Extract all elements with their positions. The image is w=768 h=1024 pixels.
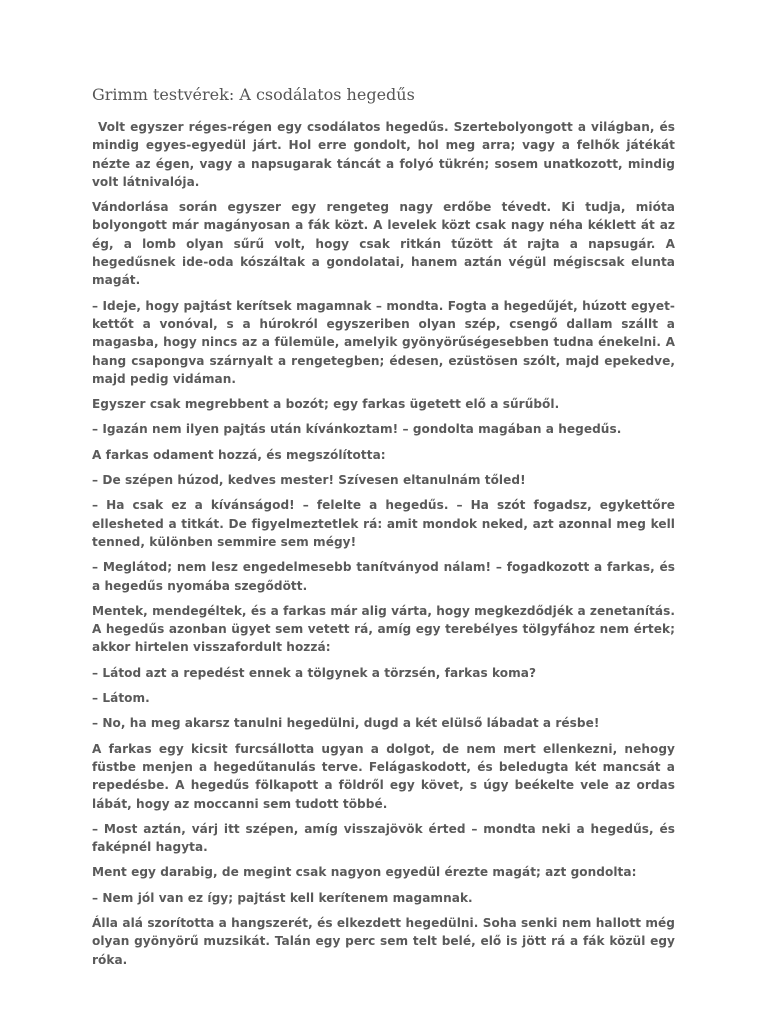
paragraph-15: – Most aztán, várj itt szépen, amíg visszajövök érted – mondta neki a hegedűs, és faképnél hagyta. — [92, 821, 675, 855]
paragraph-7: – De szépen húzod, kedves mester! Szívesen eltanulnám tőled! — [92, 473, 526, 488]
paragraph-1: Volt egyszer réges-régen egy csodálatos hegedűs. Szertebolyongott a világban, és mindig egyes-egyedül járt. Hol erre gondolt, hol meg arra; vagy a felhők játékát nézte az égen, vagy a napsugarak táncát a folyó tükrén; sosem unatkozott, mindig volt látnivalója. — [92, 120, 675, 189]
document-title: Grimm testvérek: A csodálatos hegedűs — [92, 85, 415, 104]
paragraph-3: – Ideje, hogy pajtást kerítsek magamnak – mondta. Fogta a hegedűjét, húzott egyet-kettőt a vonóval, s a húrokról egyszeriben olyan szép, csengő dallam szállt a magasba, hogy nincs az a fülemüle, amelyik gyönyörűségesebben tudna énekelni. A hang csapongva szárnyalt a rengetegben; édesen, ezüstösen szólt, majd epekedve, majd pedig vidáman. — [92, 298, 675, 386]
paragraph-14: A farkas egy kicsit furcsállotta ugyan a dolgot, de nem mert ellenkezni, nehogy füstbe menjen a hegedűtanulás terve. Felágaskodott, és beledugta két mancsát a repedésbe. A hegedűs fölkapott a földről egy követ, s úgy beékelte vele az ordas lábát, hogy az moccanni sem tudott többé. — [92, 741, 675, 811]
paragraph-9: – Meglátod; nem lesz engedelmesebb tanítványod nálam! – fogadkozott a farkas, és a hegedűs nyomába szegődött. — [92, 560, 675, 593]
paragraph-18: Álla alá szorította a hangszerét, és elkezdett hegedülni. Soha senki nem hallott még olyan gyönyörű muzsikát. Talán egy perc sem telt belé, elő is jött rá a fák közül egy róka. — [92, 915, 675, 967]
paragraph-13: – No, ha meg akarsz tanulni hegedülni, dugd a két elülső lábadat a résbe! — [92, 716, 600, 731]
paragraph-12: – Látom. — [92, 691, 150, 706]
paragraph-11: – Látod azt a repedést ennek a tölgynek a törzsén, farkas koma? — [92, 665, 537, 680]
paragraph-5: – Igazán nem ilyen pajtás után kívánkoztam! – gondolta magában a hegedűs. — [92, 422, 622, 437]
document-body — [92, 84, 675, 976]
paragraph-10: Mentek, mendegéltek, és a farkas már alig várta, hogy megkezdődjék a zenetanítás. A hegedűs azonban ügyet sem vetett rá, amíg egy terebélyes tölgyfához nem értek; akkor hirtelen visszafordult hozzá: — [92, 603, 675, 655]
paragraph-17: – Nem jól van ez így; pajtást kell kerítenem magamnak. — [92, 890, 473, 905]
paragraph-16: Ment egy darabig, de megint csak nagyon egyedül érezte magát; azt gondolta: — [92, 865, 637, 880]
paragraph-8: – Ha csak ez a kívánságod! – felelte a hegedűs. – Ha szót fogadsz, egykettőre ellesheted a titkát. De figyelmeztetlek rá: amit mondok neked, azt azonnal meg kell tenned, különben semmire sem mégy! — [92, 498, 675, 549]
paragraph-2: Vándorlása során egyszer egy rengeteg nagy erdőbe tévedt. Ki tudja, mióta bolyongott már magányosan a fák közt. A levelek közt csak nagy néha kéklett át az ég, a lomb olyan sűrű volt, hogy csak ritkán tűzött át rajta a napsugár. A hegedűsnek ide-oda kószáltak a gondolatai, hanem aztán végül mégiscsak elunta magát. — [92, 200, 675, 288]
paragraph-4: Egyszer csak megrebbent a bozót; egy farkas ügetett elő a sűrűből. — [92, 397, 560, 412]
paragraph-6: A farkas odament hozzá, és megszólította: — [92, 447, 386, 462]
